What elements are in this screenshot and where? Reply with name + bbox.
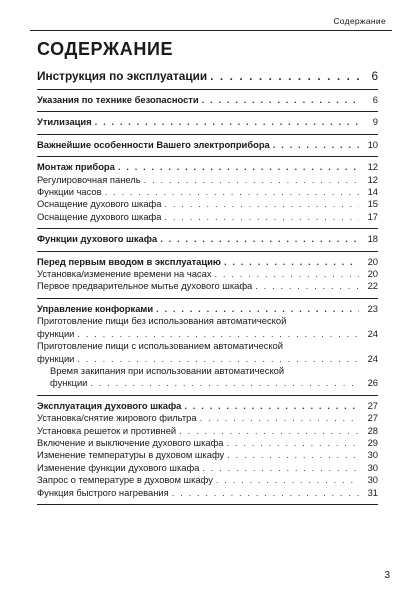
toc-entry[interactable] — [37, 174, 378, 186]
dot-leader — [227, 449, 359, 461]
toc-entry[interactable] — [37, 280, 378, 292]
toc-entry-label: Включение и выключение духового шкафа — [37, 436, 224, 448]
toc-entry[interactable] — [37, 437, 378, 449]
toc-entry-page: 29 — [367, 436, 378, 448]
dot-leader — [273, 139, 359, 151]
dot-leader — [95, 116, 359, 128]
toc-entry-label: Управление конфорками — [37, 302, 154, 314]
toc-entry[interactable] — [37, 186, 378, 198]
toc-entry[interactable] — [37, 365, 378, 377]
dot-leader — [90, 377, 359, 389]
header-rule — [30, 30, 392, 31]
page-number: 3 — [384, 570, 390, 581]
toc-entry[interactable] — [37, 487, 378, 499]
toc-entry[interactable] — [37, 449, 378, 461]
toc-entry-page: 17 — [367, 210, 378, 222]
toc-entry[interactable] — [37, 340, 378, 352]
toc-entry-page: 24 — [367, 352, 378, 364]
dot-leader — [172, 487, 359, 499]
toc-section — [37, 252, 378, 299]
dot-leader — [255, 280, 359, 292]
dot-leader — [156, 303, 359, 315]
toc-entry-page: 31 — [367, 486, 378, 498]
toc-entry[interactable] — [37, 400, 378, 412]
toc-entry[interactable] — [37, 474, 378, 486]
toc-entry-page: 20 — [367, 268, 378, 280]
toc-entry-label: Установка/снятие жирового фильтра — [37, 412, 197, 424]
page-title: СОДЕРЖАНИЕ — [37, 39, 174, 59]
toc-entry-label: Указания по технике безопасности — [37, 94, 199, 105]
dot-leader — [215, 268, 359, 280]
dot-leader — [227, 437, 359, 449]
toc-entry-page: 27 — [367, 399, 378, 411]
dot-leader — [105, 186, 359, 198]
toc-entry-label: Установка решеток и противней — [37, 424, 177, 436]
toc-entry-label: Приготовление пищи с использованием автоматической — [37, 340, 284, 352]
toc-entry[interactable] — [37, 69, 378, 84]
toc-entry-page: 14 — [367, 186, 378, 198]
toc-entry-label: Изменение температуры в духовом шкафу — [37, 449, 225, 461]
toc-entry-label: Инструкция по эксплуатации — [37, 69, 208, 83]
toc-entry-label: Оснащение духового шкафа — [37, 198, 162, 210]
toc-entry-label: Приготовление пищи без использования автоматической — [37, 315, 287, 327]
toc-entry-label: Изменение функции духового шкафа — [37, 461, 200, 473]
toc-entry[interactable] — [37, 161, 378, 173]
toc-entry-label: Установка/изменение времени на часах — [37, 268, 212, 280]
toc-entry-page: 24 — [367, 327, 378, 339]
dot-leader — [179, 425, 359, 437]
toc-entry-label: Регулировочная панель — [37, 173, 141, 185]
toc-entry[interactable] — [37, 211, 378, 223]
toc-entry-page: 20 — [367, 255, 378, 267]
toc-section — [37, 135, 378, 157]
toc-entry[interactable] — [37, 139, 378, 151]
toc-entry-label: Оснащение духового шкафа — [37, 210, 162, 222]
toc-entry-page: 30 — [367, 449, 378, 461]
toc-entry-label: функции — [37, 327, 75, 339]
toc-entry-label: Перед первым вводом в эксплуатацию — [37, 255, 221, 267]
toc-entry-label: функции — [37, 352, 75, 364]
toc-entry-label: функции — [50, 377, 88, 389]
toc-entry-page: 9 — [372, 116, 378, 128]
toc-entry[interactable] — [37, 328, 378, 340]
toc-entry[interactable] — [37, 303, 378, 315]
toc-entry[interactable] — [37, 315, 378, 327]
toc-entry-page: 27 — [367, 412, 378, 424]
toc-entry-page: 12 — [367, 161, 378, 173]
dot-leader — [164, 198, 359, 210]
toc-entry-label: Монтаж прибора — [37, 161, 115, 173]
toc-entry-label: Утилизация — [37, 116, 92, 128]
toc-entry-label: Важнейшие особенности Вашего электроприбора — [37, 138, 270, 150]
toc-entry-page: 22 — [367, 280, 378, 292]
toc-entry-page: 26 — [367, 377, 378, 389]
dot-leader — [164, 211, 359, 223]
dot-leader — [184, 400, 359, 412]
toc-section — [37, 112, 378, 134]
toc-entry-page: 30 — [367, 474, 378, 486]
toc-entry[interactable] — [37, 198, 378, 210]
toc-entry[interactable] — [37, 116, 378, 128]
table-of-contents — [37, 67, 378, 505]
toc-entry-label: Эксплуатация духового шкафа — [37, 399, 182, 411]
running-head: Содержание — [333, 16, 386, 26]
toc-section — [37, 90, 378, 112]
toc-section — [37, 157, 378, 229]
toc-entry-label: Первое предварительное мытье духового шкафа — [37, 280, 253, 292]
dot-leader — [200, 412, 359, 424]
toc-entry[interactable] — [37, 377, 378, 389]
dot-leader — [202, 94, 359, 106]
toc-entry-page: 30 — [367, 461, 378, 473]
toc-entry[interactable] — [37, 94, 378, 106]
toc-entry-page: 10 — [367, 138, 378, 150]
toc-entry-page: 18 — [367, 233, 378, 245]
toc-entry[interactable] — [37, 462, 378, 474]
toc-entry-page: 6 — [372, 94, 378, 105]
dot-leader — [202, 462, 359, 474]
toc-entry-label: Функции часов — [37, 186, 102, 198]
dot-leader — [118, 161, 359, 173]
toc-entry-label: Функция быстрого нагревания — [37, 486, 169, 498]
toc-section — [37, 396, 378, 505]
toc-entry-page: 6 — [371, 69, 378, 83]
toc-section — [37, 229, 378, 251]
dot-leader — [160, 233, 359, 245]
toc-entry-label: Время закипания при использовании автоматической — [50, 364, 285, 376]
dot-leader — [144, 174, 359, 186]
dot-leader — [77, 328, 359, 340]
toc-entry[interactable] — [37, 268, 378, 280]
toc-entry-page: 28 — [367, 424, 378, 436]
toc-entry[interactable] — [37, 256, 378, 268]
toc-section — [37, 299, 378, 396]
toc-entry-page: 23 — [367, 302, 378, 314]
dot-leader — [216, 474, 359, 486]
toc-entry-page: 15 — [367, 198, 378, 210]
toc-entry[interactable] — [37, 412, 378, 424]
toc-entry-label: Функции духового шкафа — [37, 233, 158, 245]
toc-section — [37, 67, 378, 90]
dot-leader — [224, 256, 359, 268]
toc-entry-page: 12 — [367, 173, 378, 185]
dot-leader — [210, 69, 359, 84]
toc-entry[interactable] — [37, 425, 378, 437]
dot-leader — [77, 353, 359, 365]
toc-entry-label: Запрос о температуре в духовом шкафу — [37, 474, 213, 486]
toc-entry[interactable] — [37, 233, 378, 245]
toc-entry[interactable] — [37, 353, 378, 365]
